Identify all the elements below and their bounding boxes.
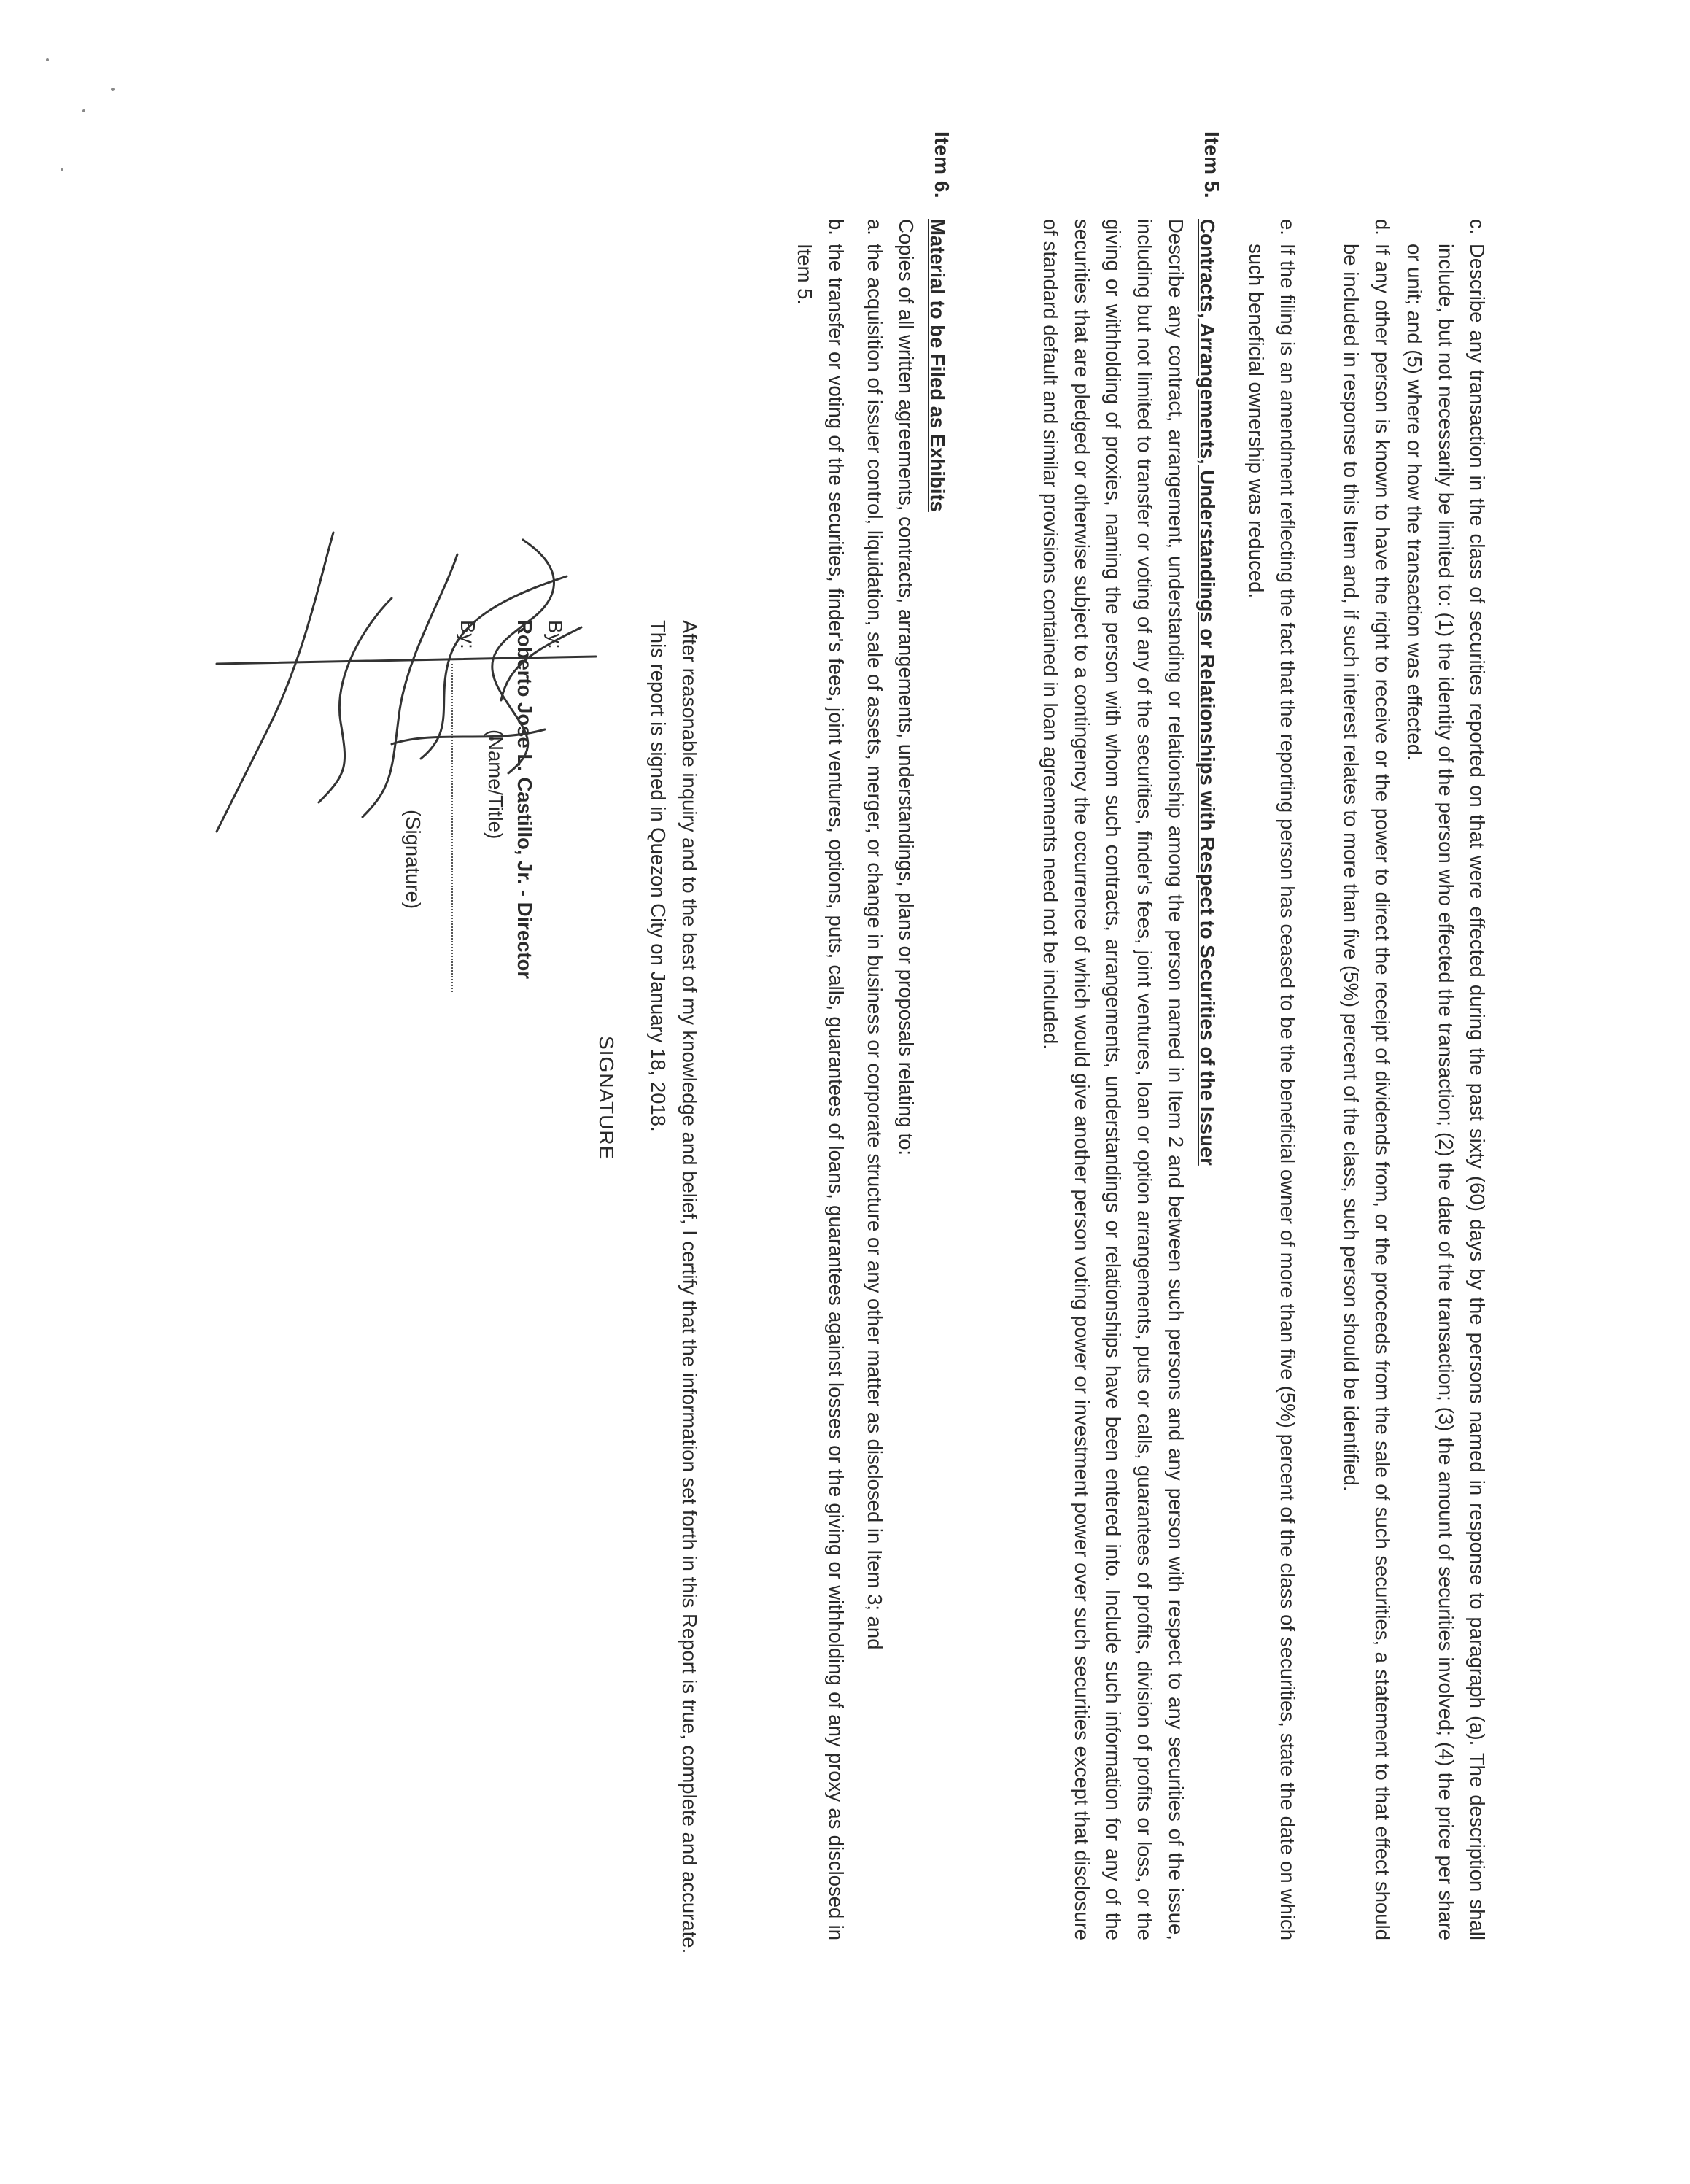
item-e-text: If the filing is an amendment reflecting the fact that the reporting person has ceased to be the beneficial owner of more than five (5%) percent of the class of securities, state the date on which such beneficial ownership was reduced. xyxy=(1245,244,1299,1940)
item-c-text: Describe any transaction in the class of securities reported on that were effected during the past sixty (60) days by the persons named in response to paragraph (a). The description shall include, but not necessarily be limited to: (1) the identity of the person who effected the transaction; (2) the date of the transaction; (3) the amount of securities involved; (4) the price per share or unit; and (5) where or how the transaction was effected. xyxy=(1403,244,1489,1940)
signature-title: SIGNATURE xyxy=(595,1036,618,1161)
item-d-letter: d. xyxy=(1371,219,1394,236)
item-6-section xyxy=(789,219,953,1940)
item-d-paragraph xyxy=(1336,219,1398,1940)
item-5-heading: Contracts, Arrangements, Understandings or Relationships with Respect to Securities of the Issuer xyxy=(1196,219,1219,1166)
item-5-text: Describe any contract, arrangement, understanding or relationship among the person named in Item 2 and between such persons and any person with respect to any securities of the issue, including but not limited to transfer or voting of any of the securities, finder's fees, joint ventures, loan or option arrangements, puts or calls, guarantees of profits, division of profits or loss, or the giving or withholding of proxies, naming the person with whom such contracts, arrangements, understandings or relationships have been entered into. Include such information for any of the securities that are pledged or otherwise subject to a contingency the occurrence of which would give another person voting power or investment power over such securities except that disclosure of standard default and similar provisions contained in loan agreements need not be included. xyxy=(1039,219,1187,1940)
item-6-a-text: the acquisition of issuer control, liquidation, sale of assets, merger, or change in business or corporate structure or any other matter as disclosed in Item 3; and xyxy=(864,244,886,1650)
item-5-label: Item 5. xyxy=(1201,131,1223,199)
item-c-letter: c. xyxy=(1466,219,1489,235)
item-6-intro: Copies of all written agreements, contracts, arrangements, understandings, plans or proposals relating to: xyxy=(895,219,918,1156)
item-6-a-letter: a. xyxy=(864,219,886,236)
item-6-b xyxy=(789,219,852,1940)
handwritten-signature xyxy=(202,511,611,846)
scan-speck xyxy=(82,109,85,112)
signer-name-caption: (Name/Title) xyxy=(484,729,507,840)
signature-caption: (Signature) xyxy=(402,810,425,910)
item-e-paragraph xyxy=(1241,219,1303,1940)
item-5-section xyxy=(1035,219,1223,1940)
scan-speck xyxy=(61,168,63,171)
signed-line: This report is signed in Quezon City on January 18, 2018. xyxy=(647,620,670,1132)
item-6-heading: Material to be Filed as Exhibits xyxy=(926,219,949,512)
item-e-letter: e. xyxy=(1276,219,1299,236)
scan-speck xyxy=(111,88,115,91)
item-6-label: Item 6. xyxy=(931,131,953,199)
signature-by-label: By: xyxy=(457,620,479,649)
certification-text: After reasonable inquiry and to the best of my knowledge and belief, I certify that the information set forth in this Report is true, complete and accurate. xyxy=(678,620,701,1954)
scan-speck xyxy=(46,58,49,61)
signer-by-label: By: xyxy=(544,620,567,649)
item-6-b-letter: b. xyxy=(825,219,848,236)
certification-statement xyxy=(643,620,705,2028)
item-c-paragraph xyxy=(1399,219,1493,1940)
item-6-b-text: the transfer or voting of the securities, finder's fees, joint ventures, options, puts, calls, guarantees of loans, guarantees against losses or the giving or withholding of any proxy as disclosed in Item 5. xyxy=(794,244,848,1940)
item-6-a xyxy=(859,219,891,1940)
signer-name: Roberto Jose L. Castillo, Jr. - Director xyxy=(513,620,536,980)
item-d-text: If any other person is known to have the right to receive or the power to direct the receipt of dividends from, or the proceeds from the sale of such securities, a statement to that effect should be included in response to this Item and, if such interest relates to more than five (5%) percent of the class, such person should be identified. xyxy=(1340,244,1394,1940)
